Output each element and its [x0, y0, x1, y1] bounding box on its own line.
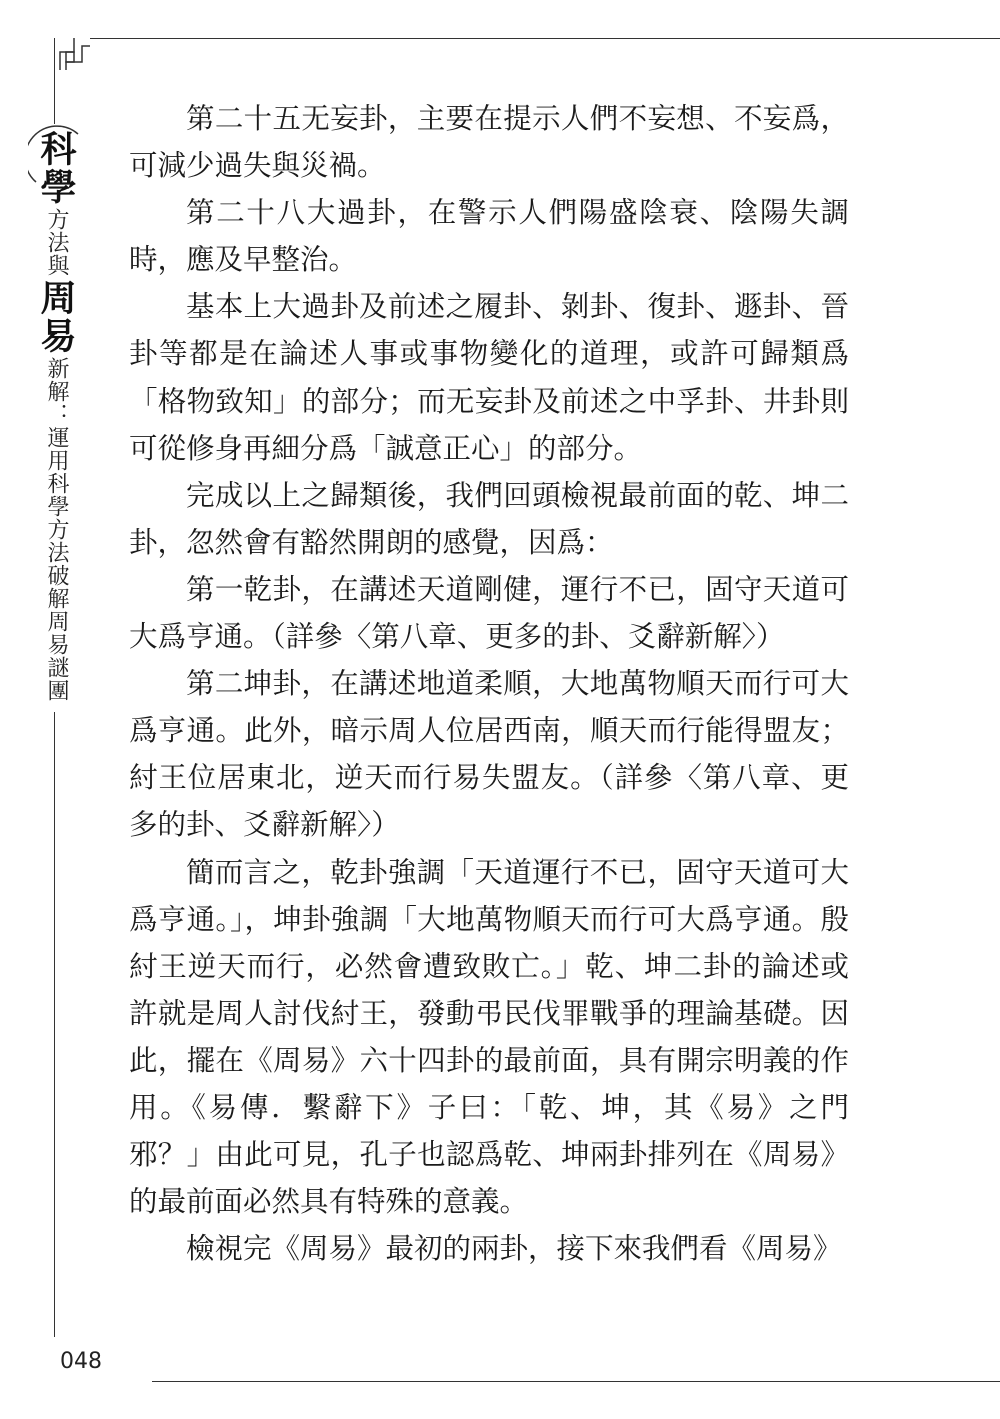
corner-ornament-icon — [58, 38, 90, 70]
frame-top-rule — [90, 38, 1000, 39]
running-title-part-3: 周易 — [35, 279, 77, 355]
body-text — [129, 95, 849, 1272]
paragraph: 第二十五无妄卦，主要在提示人們不妄想、不妄爲，可減少過失與災禍。 — [129, 102, 849, 183]
paragraph: 基本上大過卦及前述之履卦、剝卦、復卦、遯卦、晉卦等都是在論述人事或事物變化的道理，或許可歸類爲「格物致知」的部分；而无妄卦及前述之中孚卦、井卦則可從修身再細分爲「誠意正心」的部分。 — [129, 290, 849, 465]
paragraph: 第二十八大過卦，在警示人們陽盛陰衰、陰陽失調時，應及早整治。 — [129, 196, 849, 277]
frame-left-rule-lower — [54, 712, 55, 1337]
running-title-part-4: 新解：運用科學方法破解周易謎團 — [44, 357, 69, 702]
paragraph: 完成以上之歸類後，我們回頭檢視最前面的乾、坤二卦，忽然會有豁然開朗的感覺，因爲： — [129, 478, 849, 559]
running-title-part-1: 科學 — [35, 130, 77, 206]
running-title-part-2: 方法與 — [44, 208, 69, 277]
paragraph: 簡而言之，乾卦強調「天道運行不已，固守天道可大爲亨通。」，坤卦強調「大地萬物順天而行可大爲亨通。殷紂王逆天而行，必然會遭致敗亡。」乾、坤二卦的論述或許就是周人討伐紂王，發動弔民伐罪戰爭的理論基礎。因此，擺在《周易》六十四卦的最前面，具有開宗明義的作用。《易傳．繫辭下》子曰：「乾、坤，其《易》之門邪？」由此可見，孔子也認爲乾、坤兩卦排列在《周易》的最前面必然具有特殊的意義。 — [129, 855, 849, 1219]
frame-left-rule-upper — [54, 38, 55, 124]
paragraph: 第二坤卦，在講述地道柔順，大地萬物順天而行可大爲亨通。此外，暗示周人位居西南，順天而行能得盟友；紂王位居東北，逆天而行易失盟友。（詳參〈第八章、更多的卦、爻辭新解〉） — [129, 667, 849, 842]
paragraph: 第一乾卦，在講述天道剛健，運行不已，固守天道可大爲亨通。（詳參〈第八章、更多的卦、爻辭新解〉） — [129, 572, 849, 654]
page-number: 048 — [60, 1349, 102, 1374]
paragraph: 檢視完《周易》最初的兩卦，接下來我們看《周易》 — [186, 1232, 842, 1266]
frame-bottom-rule — [152, 1381, 1000, 1382]
running-title — [34, 130, 78, 704]
